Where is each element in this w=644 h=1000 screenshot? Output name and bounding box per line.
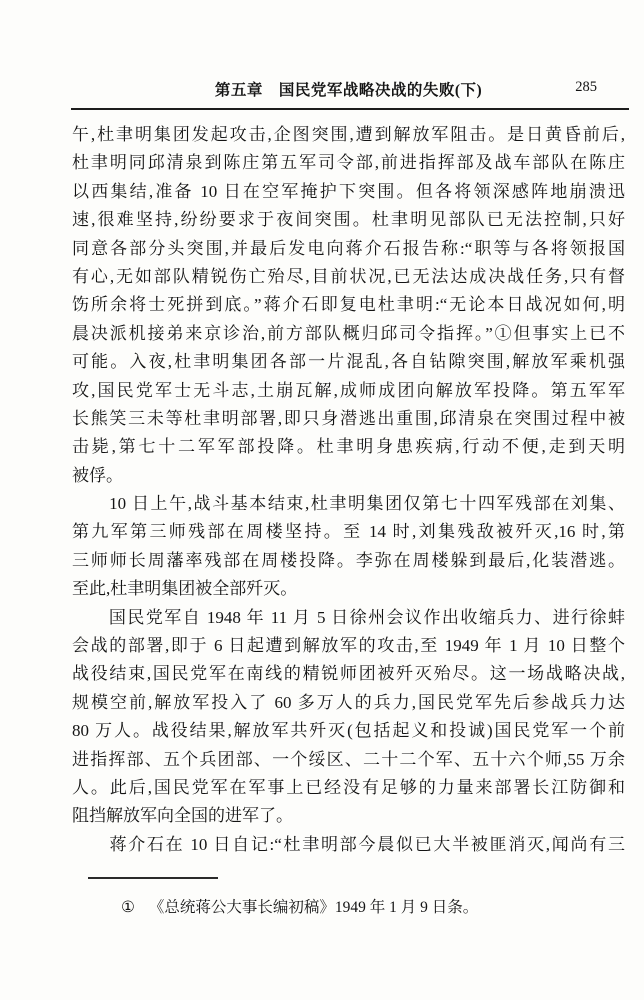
body-text	[72, 121, 625, 859]
text-line: 晨决派机接弟来京诊治,前方部队概归邱司令指挥。”①但事实上已不	[72, 323, 625, 343]
text-line: 进指挥部、五个兵团部、一个绥区、二十二个军、五十六个师,55 万余	[72, 749, 625, 769]
paragraph	[72, 831, 625, 859]
text-line: 阻挡解放军向全国的进军了。	[72, 806, 293, 826]
text-line: 同意各部分头突围,并最后发电向蒋介石报告称:“职等与各将领报国	[72, 238, 625, 258]
paragraph	[72, 490, 625, 604]
text-line: 以西集结,准备 10 日在空军掩护下突围。但各将领深感阵地崩溃迅	[72, 181, 625, 201]
text-line: 第九军第三师残部在周楼坚持。至 14 时,刘集残敌被歼灭,16 时,第	[72, 522, 625, 542]
text-line: 80 万人。战役结果,解放军共歼灭(包括起义和投诚)国民党军一个前	[72, 721, 625, 741]
footnote	[121, 896, 478, 920]
text-line: 饬所余将士死拼到底。”蒋介石即复电杜聿明:“无论本日战况如何,明	[72, 295, 625, 315]
text-line: 午,杜聿明集团发起攻击,企图突围,遭到解放军阻击。是日黄昏前后,	[72, 125, 625, 144]
text-line: 长熊笑三未等杜聿明部署,即只身潜逃出重围,邱清泉在突围过程中被	[72, 408, 625, 428]
text-line: 被俘。	[72, 465, 123, 485]
footnote-separator	[88, 877, 218, 879]
text-line: 有心,无如部队精锐伤亡殆尽,目前状况,已无法达成决战任务,只有督	[72, 266, 625, 286]
paragraph	[72, 121, 625, 490]
text-line: 速,很难坚持,纷纷要求于夜间突围。杜聿明见部队已无法控制,只好	[72, 210, 625, 230]
text-line: 会战的部署,即于 6 日起遭到解放军的攻击,至 1949 年 1 月 10 日整个	[72, 636, 625, 656]
text-line: 战役结束,国民党军在南线的精锐师团被歼灭殆尽。这一场战略决战,	[72, 664, 625, 684]
text-line: 至此,杜聿明集团被全部歼灭。	[72, 579, 298, 599]
text-line: 10 日上午,战斗基本结束,杜聿明集团仅第七十四军残部在刘集、	[72, 494, 625, 514]
text-line: 人。此后,国民党军在军事上已经没有足够的力量来部署长江防御和	[72, 777, 625, 797]
text-line: 杜聿明同邱清泉到陈庄第五军司令部,前进指挥部及战车部队在陈庄	[72, 153, 625, 173]
text-line: 三师师长周藩率残部在周楼投降。李弥在周楼躲到最后,化装潜逃。	[72, 550, 625, 570]
text-line: 规模空前,解放军投入了 60 多万人的兵力,国民党军先后参战兵力达	[72, 692, 625, 712]
text-line: 可能。入夜,杜聿明集团各部一片混乱,各自钻隙突围,解放军乘机强	[72, 352, 625, 372]
running-head	[72, 78, 625, 100]
footnote-marker: ①	[121, 899, 135, 916]
footnote-text: 《总统蒋公大事长编初稿》1949 年 1 月 9 日条。	[148, 899, 479, 916]
page-number: 285	[575, 79, 597, 95]
text-line: 攻,国民党军士无斗志,土崩瓦解,成师成团向解放军投降。第五军军	[72, 380, 625, 400]
header-rule	[71, 108, 629, 110]
text-line: 国民党军自 1948 年 11 月 5 日徐州会议作出收缩兵力、进行徐蚌	[72, 607, 625, 627]
paragraph	[72, 604, 625, 831]
chapter-title: 第五章 国民党军战略决战的失败(下)	[214, 82, 483, 99]
text-line: 蒋介石在 10 日自记:“杜聿明部今晨似已大半被匪消灭,闻尚有三	[72, 834, 625, 854]
text-line: 击毙,第七十二军军部投降。杜聿明身患疾病,行动不便,走到天明	[72, 437, 625, 457]
